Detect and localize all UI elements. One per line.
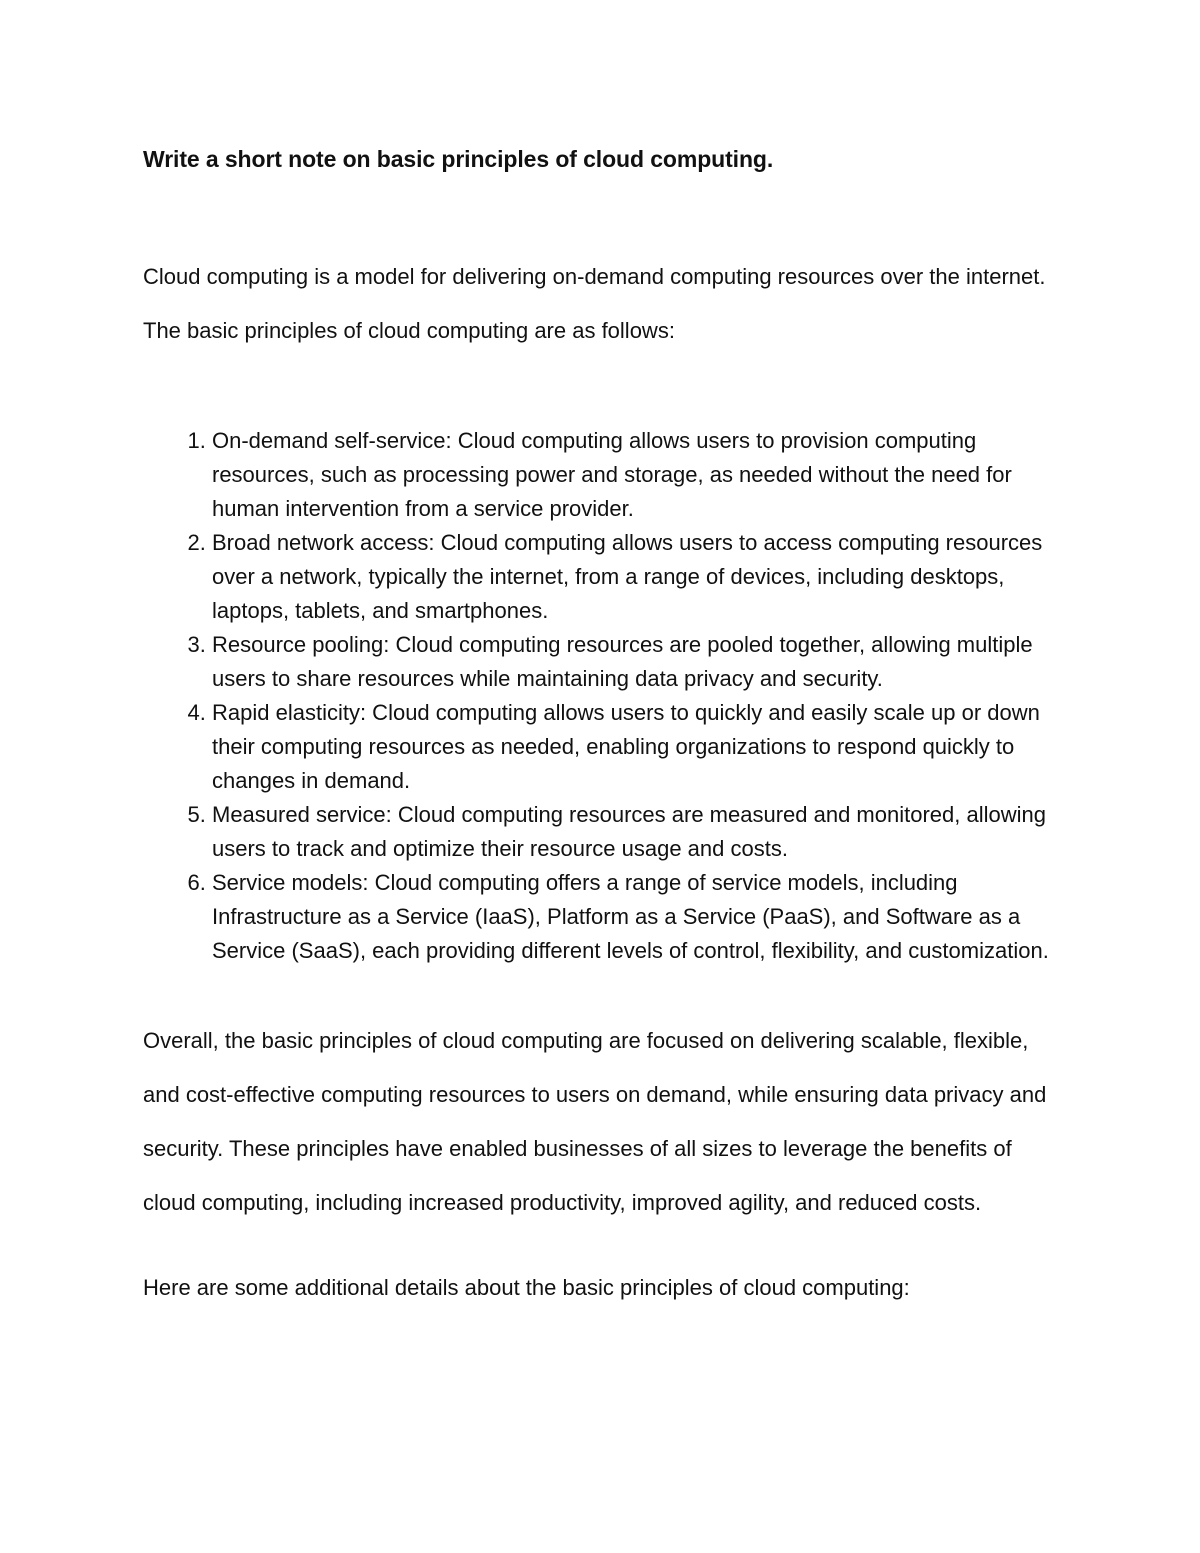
list-item: 1. On-demand self-service: Cloud computing allows users to provision computing resources, such as processing power and storage, as needed without the need for human intervention from a service provider. bbox=[212, 424, 1063, 526]
principles-list bbox=[143, 424, 1063, 968]
list-item: 4. Rapid elasticity: Cloud computing allows users to quickly and easily scale up or down their computing resources as needed, enabling organizations to respond quickly to changes in demand. bbox=[212, 696, 1063, 798]
overall-paragraph: Overall, the basic principles of cloud computing are focused on delivering scalable, flexible, and cost-effective computing resources to users on demand, while ensuring data privacy and security. These principles have enabled businesses of all sizes to leverage the benefits of cloud computing, including increased productivity, improved agility, and reduced costs. bbox=[143, 1028, 1047, 1215]
list-item: 2. Broad network access: Cloud computing allows users to access computing resources over a network, typically the internet, from a range of devices, including desktops, laptops, tablets, and smartphones. bbox=[212, 526, 1063, 628]
list-item: 3. Resource pooling: Cloud computing resources are pooled together, allowing multiple users to share resources while maintaining data privacy and security. bbox=[212, 628, 1063, 696]
additional-details-paragraph: Here are some additional details about the basic principles of cloud computing: bbox=[143, 1275, 910, 1300]
intro-paragraph: Cloud computing is a model for delivering on-demand computing resources over the internet. The basic principles of cloud computing are as follows: bbox=[143, 264, 1046, 343]
list-item: 6. Service models: Cloud computing offers a range of service models, including Infrastructure as a Service (IaaS), Platform as a Service (PaaS), and Software as a Service (SaaS), each providing different levels of control, flexibility, and customization. bbox=[212, 866, 1063, 968]
list-item: 5. Measured service: Cloud computing resources are measured and monitored, allowing users to track and optimize their resource usage and costs. bbox=[212, 798, 1063, 866]
document-heading: Write a short note on basic principles of cloud computing. bbox=[143, 146, 774, 172]
document-content bbox=[143, 136, 1063, 1315]
